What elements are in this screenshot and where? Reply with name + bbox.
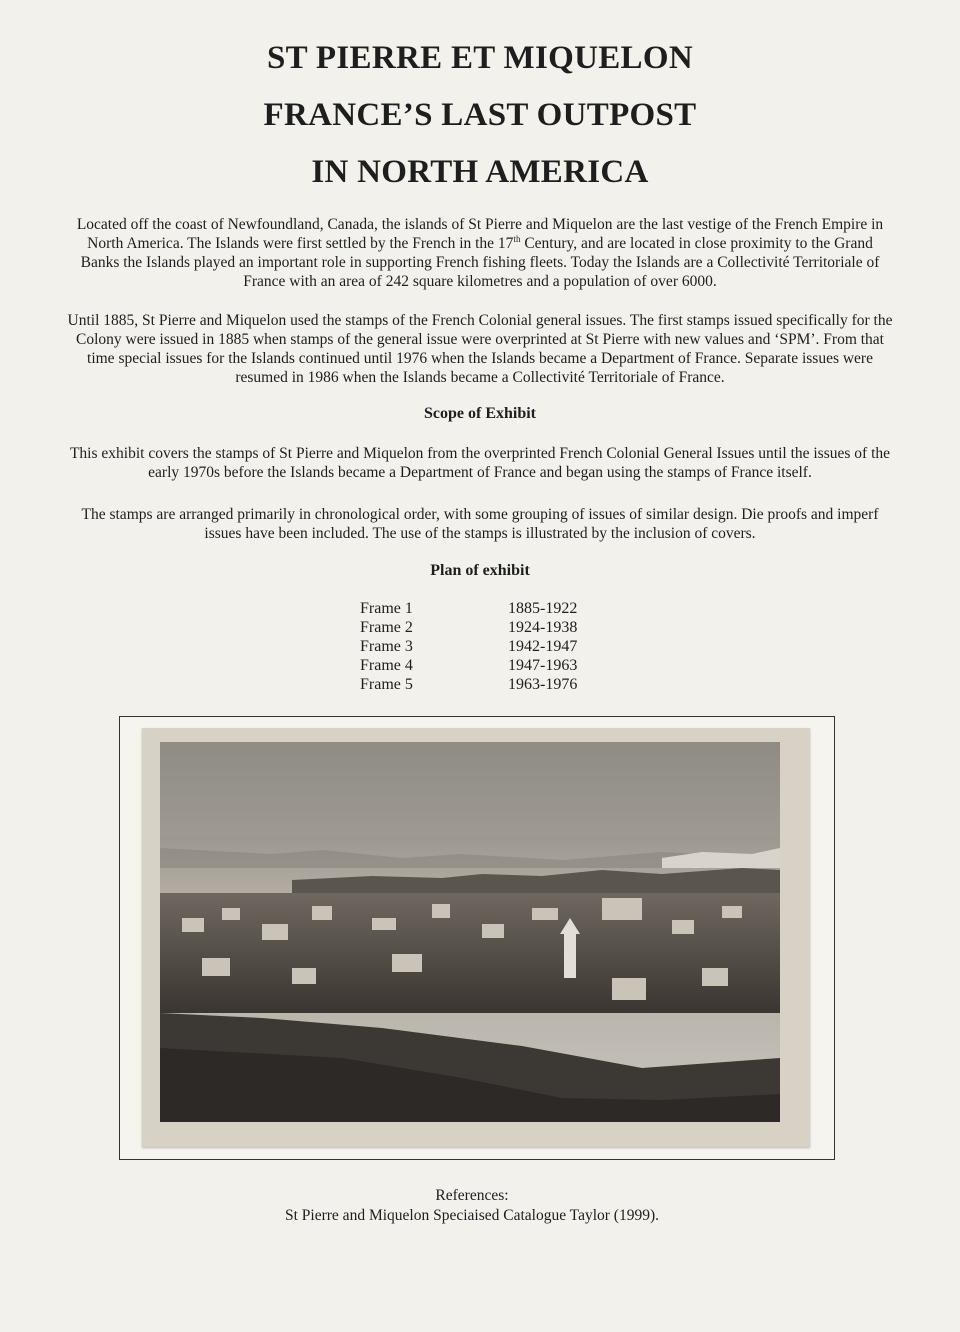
plan-row [360, 637, 577, 656]
frame-label: Frame 5 [360, 676, 413, 693]
arrangement-paragraph [30, 505, 930, 543]
references-label: References: [435, 1187, 509, 1204]
arrangement-line: The stamps are arranged primarily in chronological order, with some grouping of issues of similar design. Die proofs and imperf [81, 506, 879, 523]
frame-years: 1885-1922 [508, 600, 578, 617]
plan-list [360, 599, 577, 694]
plan-row [360, 675, 577, 694]
town-harbour-photograph [142, 728, 810, 1147]
arrangement-line: issues have been included. The use of the stamps is illustrated by the inclusion of covers. [204, 525, 756, 542]
intro-line: France with an area of 242 square kilometres and a population of over 6000. [243, 273, 717, 290]
intro-paragraph [30, 215, 930, 291]
history-line: Colony were issued in 1885 when stamps of the general issue were overprinted at St Pierre with new values and ‘SPM’. From that [76, 331, 884, 348]
history-line: time special issues for the Islands continued until 1976 when the Islands became a Department of France. Separate issues were [87, 350, 873, 367]
frame-years: 1963-1976 [508, 676, 578, 693]
intro-line: Banks the Islands played an important role in supporting French fishing fleets. Today the Islands are a Collectivité Territoriale of [80, 254, 880, 271]
plan-row [360, 618, 577, 637]
references [0, 1186, 944, 1226]
photo-frame [119, 716, 835, 1160]
title-line-1: ST PIERRE ET MIQUELON [267, 40, 693, 76]
frame-label: Frame 1 [360, 600, 413, 617]
intro-text: Century, and are located in close proximity to the Grand [520, 235, 873, 252]
superscript: th [513, 233, 521, 244]
history-line: Until 1885, St Pierre and Miquelon used the stamps of the French Colonial general issues. The first stamps issued specifically for the [67, 312, 893, 329]
scope-paragraph [30, 444, 930, 482]
frame-years: 1942-1947 [508, 638, 578, 655]
references-entry: St Pierre and Miquelon Speciaised Catalogue Taylor (1999). [285, 1207, 659, 1224]
plan-heading: Plan of exhibit [430, 562, 530, 579]
title-line-3: IN NORTH AMERICA [311, 154, 649, 190]
frame-label: Frame 2 [360, 619, 413, 636]
scope-line: This exhibit covers the stamps of St Pierre and Miquelon from the overprinted French Colonial General Issues until the issues of the [69, 445, 891, 462]
scope-line: early 1970s before the Islands became a Department of France and began using the stamps of France itself. [148, 464, 812, 481]
frame-years: 1924-1938 [508, 619, 578, 636]
frame-label: Frame 3 [360, 638, 413, 655]
history-line: resumed in 1986 when the Islands became a Collectivité Territoriale of France. [235, 369, 725, 386]
intro-line: Located off the coast of Newfoundland, Canada, the islands of St Pierre and Miquelon are the last vestige of the French Empire in [76, 216, 884, 233]
title-line-2: FRANCE’S LAST OUTPOST [263, 97, 697, 133]
frame-years: 1947-1963 [508, 657, 578, 674]
scope-heading: Scope of Exhibit [423, 405, 536, 422]
intro-line [30, 234, 930, 253]
plan-row [360, 656, 577, 675]
history-paragraph [30, 311, 930, 387]
plan-row [360, 599, 577, 618]
frame-label: Frame 4 [360, 657, 413, 674]
intro-text: North America. The Islands were first settled by the French in the 17 [87, 235, 514, 252]
